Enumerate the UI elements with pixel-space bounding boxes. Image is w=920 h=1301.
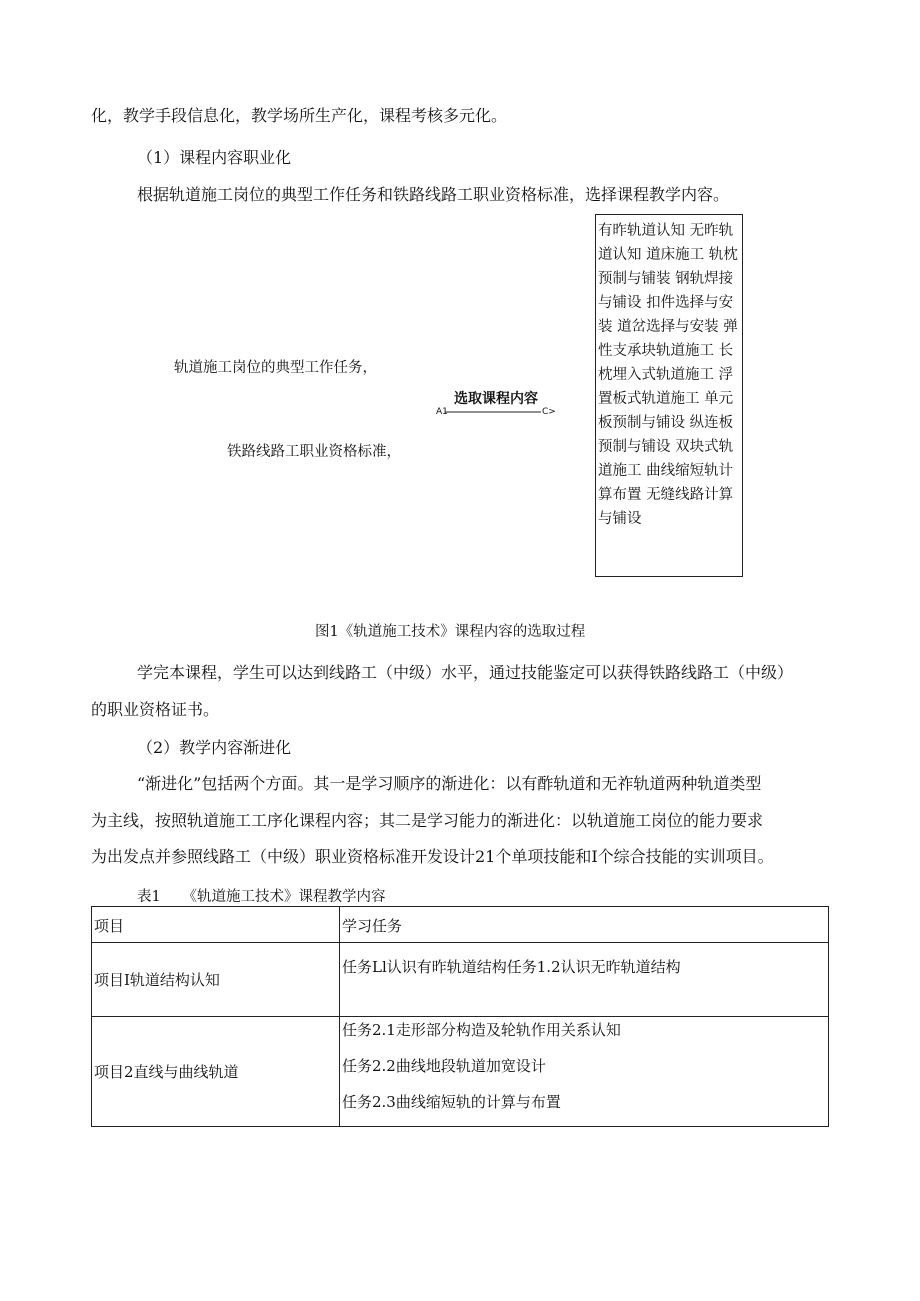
heading-2: （2）教学内容渐进化 bbox=[137, 738, 292, 757]
heading-1: （1）课程内容职业化 bbox=[137, 148, 292, 167]
figure-source-1: 轨道施工岗位的典型工作任务， bbox=[174, 360, 377, 376]
intro-line: 化，教学手段信息化，教学场所生产化，课程考核多元化。 bbox=[91, 106, 508, 125]
table-caption: 表1 《轨道施工技术》课程教学内容 bbox=[137, 889, 386, 905]
arrow-end-mark: C> bbox=[542, 407, 556, 417]
figure-source-2: 铁路线路工职业资格标准， bbox=[227, 444, 401, 460]
task-item: 任务2.1走形部分构造及轮轨作用关系认知 bbox=[342, 1021, 621, 1039]
table-header-row bbox=[92, 907, 829, 943]
task-item: 任务Ll认识有昨轨道结构任务1.2认识无昨轨道结构 bbox=[342, 958, 681, 976]
paragraph-2-line-1: 学完本课程，学生可以达到线路工（中级）水平，通过技能鉴定可以获得铁路线路工（中级） bbox=[137, 663, 794, 682]
task-item: 任务2.2曲线地段轨道加宽设计 bbox=[342, 1057, 546, 1075]
table-row bbox=[92, 943, 829, 1017]
table-cell-project: 项目I轨道结构认知 bbox=[92, 943, 340, 1017]
table-cell-project: 项目2直线与曲线轨道 bbox=[92, 1017, 340, 1127]
arrow-line bbox=[445, 408, 545, 416]
paragraph-2-line-2: 的职业资格证书。 bbox=[91, 700, 220, 719]
figure-caption: 图1《轨道施工技术》课程内容的选取过程 bbox=[315, 624, 586, 640]
task-item: 任务2.3曲线缩短轨的计算与布置 bbox=[342, 1093, 561, 1111]
table-header-tasks: 学习任务 bbox=[340, 907, 829, 943]
course-table bbox=[91, 906, 829, 1127]
paragraph-3-line-2: 为主线，按照轨道施工工序化课程内容；其二是学习能力的渐进化：以轨道施工岗位的能力要求 bbox=[91, 811, 764, 830]
course-content-box: 有昨轨道认知 无昨轨道认知 道床施工 轨枕预制与铺装 钢轨焊接与铺设 扣件选择与安装 道岔选择与安装 弹性支承块轨道施工 长枕埋入式轨道施工 浮置板式轨道施工 单元板预制与铺设 纵连板预制与铺设 双块式轨道施工 曲线缩短轨计算布置 无缝线路计算与铺设 bbox=[595, 214, 743, 577]
arrow-start-mark: A1 bbox=[436, 407, 448, 417]
paragraph-3-line-3: 为出发点并参照线路工（中级）职业资格标准开发设计21个单项技能和I个综合技能的实训项目。 bbox=[91, 847, 774, 866]
table-header-project: 项目 bbox=[92, 907, 340, 943]
paragraph-1: 根据轨道施工岗位的典型工作任务和铁路线路工职业资格标准，选择课程教学内容。 bbox=[137, 185, 730, 204]
table-cell-tasks bbox=[340, 1017, 829, 1127]
arrow-label: 选取课程内容 bbox=[454, 391, 538, 407]
paragraph-3-line-1: “渐进化”包括两个方面。其一是学习顺序的渐进化：以有酢轨道和无祚轨道两种轨道类型 bbox=[137, 774, 762, 793]
table-row bbox=[92, 1017, 829, 1127]
table-cell-tasks bbox=[340, 943, 829, 1017]
